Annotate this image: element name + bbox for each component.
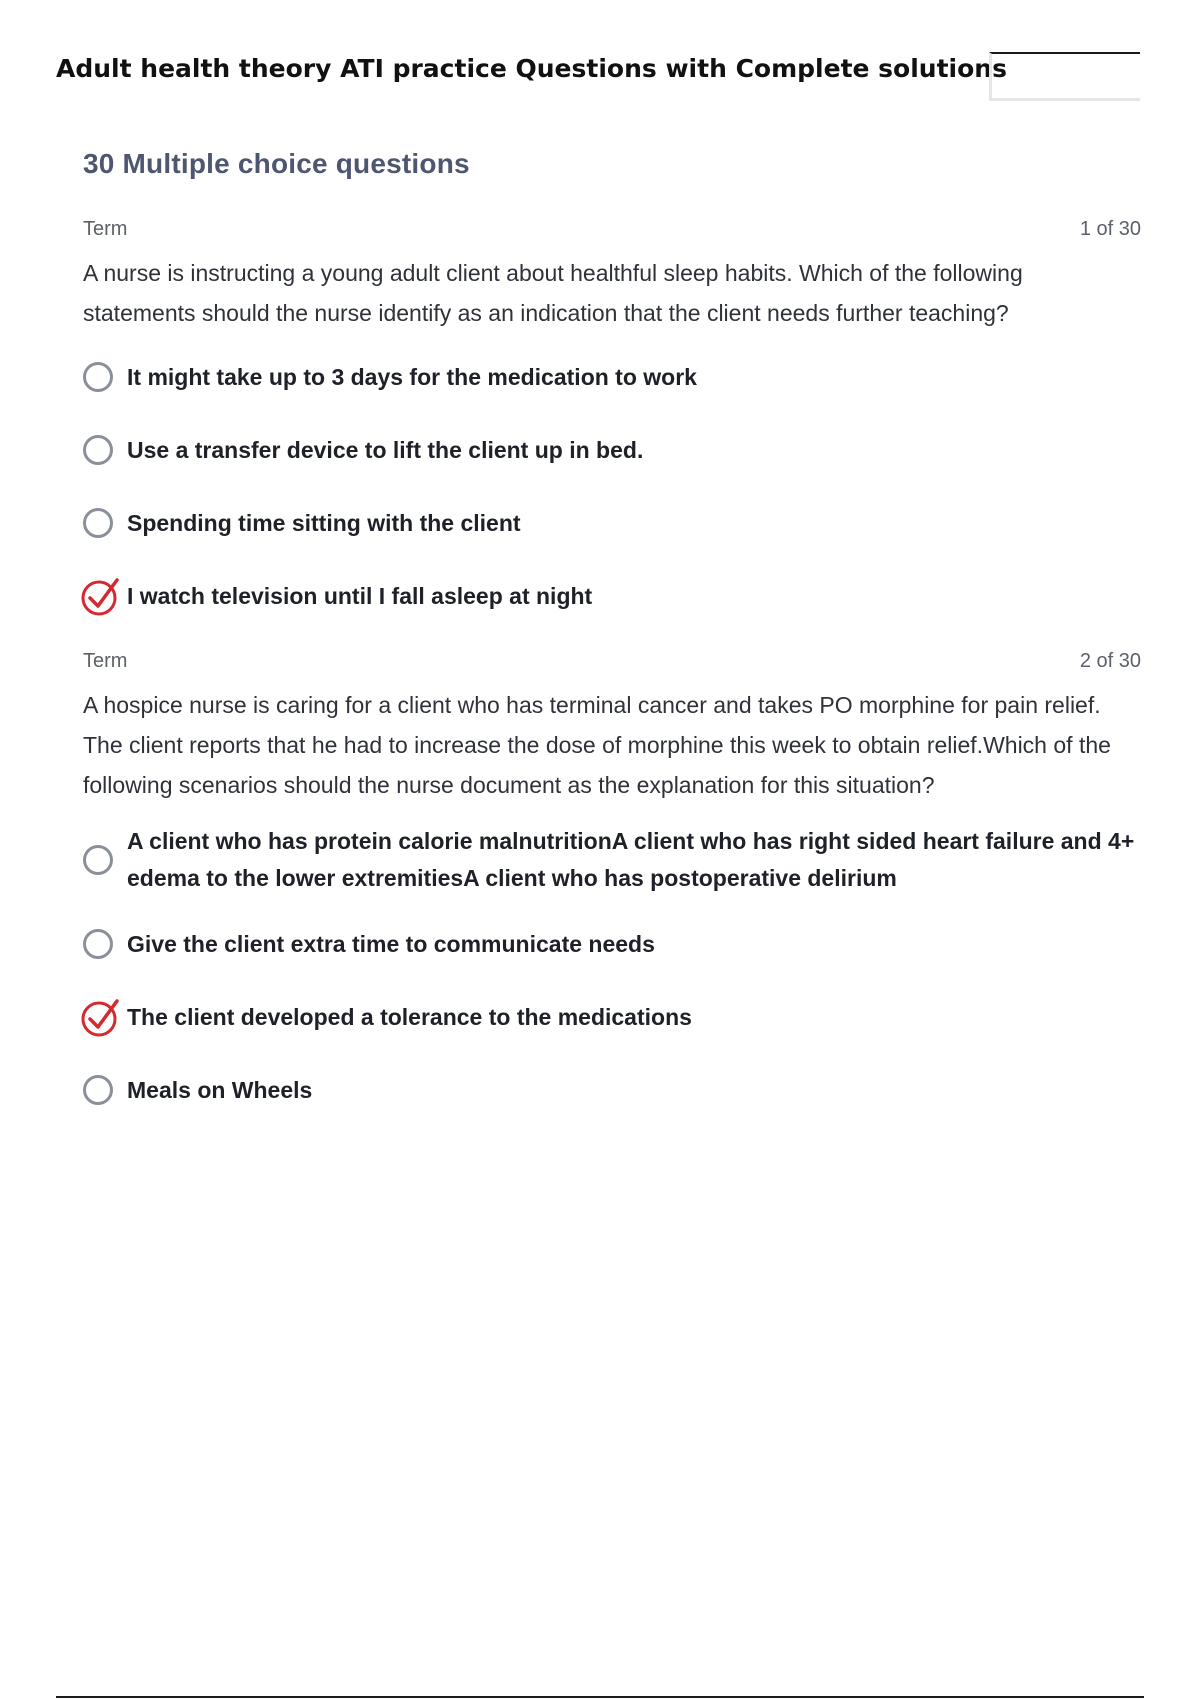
question-meta <box>83 218 1141 241</box>
answer-option-correct[interactable] <box>83 991 1141 1043</box>
radio-circle-icon[interactable] <box>83 362 113 392</box>
term-label: Term <box>83 650 128 672</box>
answer-option[interactable] <box>83 918 1141 970</box>
red-check-circle-icon[interactable] <box>79 574 123 618</box>
term-label: Term <box>83 218 128 240</box>
question-meta <box>83 650 1141 673</box>
radio-circle-icon[interactable] <box>83 435 113 465</box>
radio-circle-icon[interactable] <box>83 508 113 538</box>
header-blank-box <box>989 52 1140 101</box>
question-counter: 1 of 30 <box>1079 218 1141 240</box>
radio-circle-icon[interactable] <box>83 929 113 959</box>
quiz-content <box>83 148 1141 1144</box>
question-text: A hospice nurse is caring for a client who has terminal cancer and takes PO morphine for pain relief. The client reports that he had to increase the dose of morphine this week to obtain relief.Which of the following scenarios should the nurse document as the explanation for this situation? <box>83 692 1111 798</box>
question-text: A nurse is instructing a young adult client about healthful sleep habits. Which of the following statements should the nurse identify as an indication that the client needs further teaching? <box>83 260 1023 326</box>
answer-option[interactable] <box>83 823 1141 897</box>
answer-option[interactable] <box>83 497 1141 549</box>
page-header <box>56 52 1140 102</box>
question-card <box>83 650 1141 1116</box>
question-counter: 2 of 30 <box>1079 650 1141 672</box>
answer-option[interactable] <box>83 351 1141 403</box>
document-title: Adult health theory ATI practice Questions with Complete solutions <box>56 54 1007 83</box>
answer-option[interactable] <box>83 1064 1141 1116</box>
answer-option-label: A client who has protein calorie malnutritionA client who has right sided heart failure and 4+ edema to the lower extremitiesA client who has postoperative delirium <box>127 828 1135 891</box>
answer-option-label: Spending time sitting with the client <box>127 509 521 536</box>
answer-option[interactable] <box>83 424 1141 476</box>
red-check-circle-icon[interactable] <box>79 995 123 1039</box>
answer-option-label: The client developed a tolerance to the medications <box>127 1003 692 1030</box>
page-bottom-rule <box>56 1696 1144 1698</box>
radio-circle-icon[interactable] <box>83 845 113 875</box>
radio-circle-icon[interactable] <box>83 1075 113 1105</box>
answer-option-correct[interactable] <box>83 570 1141 622</box>
answer-option-label: Meals on Wheels <box>127 1076 313 1103</box>
answer-option-label: Use a transfer device to lift the client up in bed. <box>127 436 644 463</box>
section-heading: 30 Multiple choice questions <box>83 148 470 179</box>
answer-option-label: It might take up to 3 days for the medication to work <box>127 363 697 390</box>
answer-option-label: Give the client extra time to communicate needs <box>127 930 655 957</box>
answer-option-label: I watch television until I fall asleep at night <box>127 582 593 609</box>
question-card <box>83 218 1141 622</box>
